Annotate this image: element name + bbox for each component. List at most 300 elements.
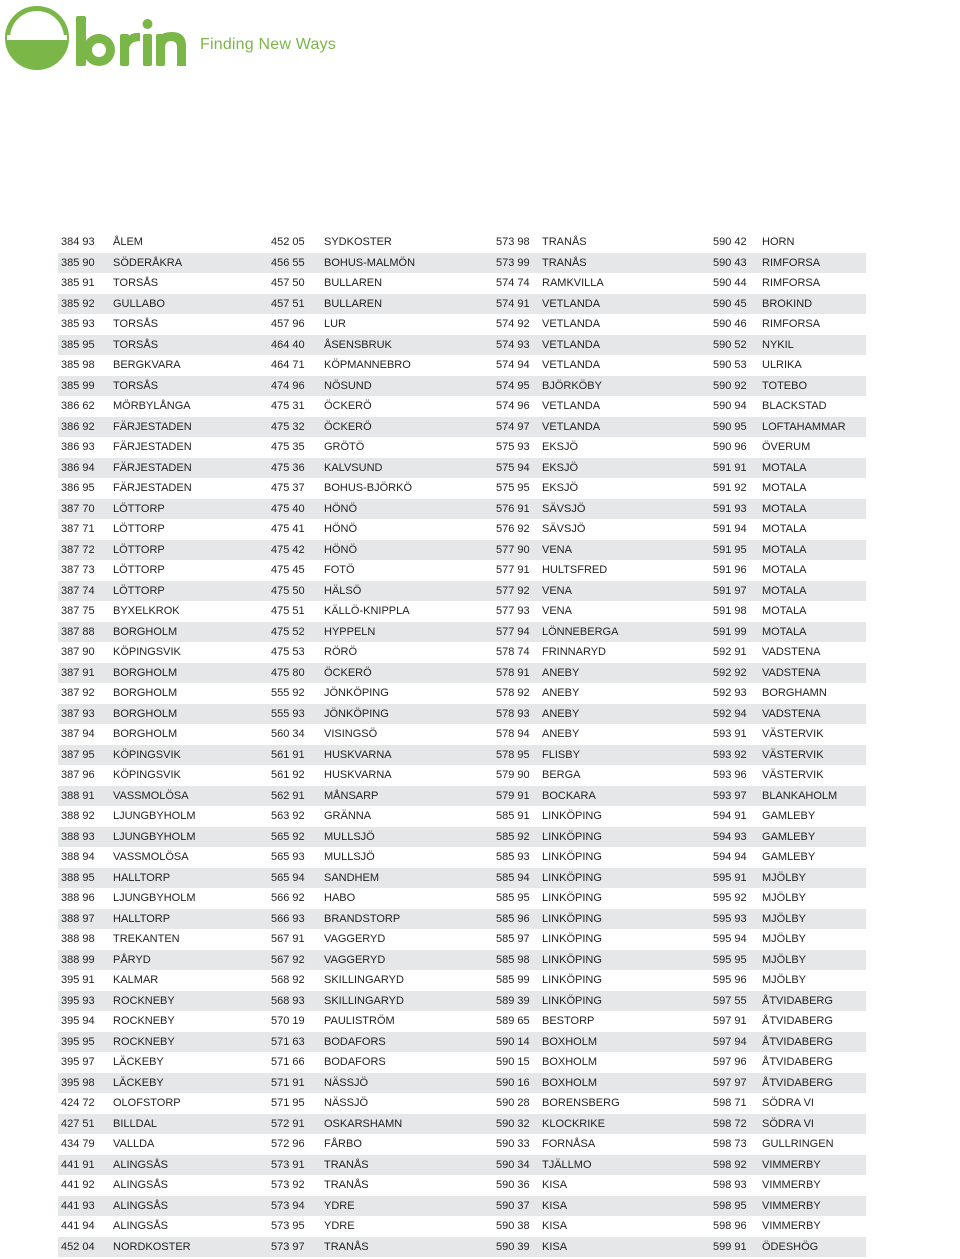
bring-logo-mark: [4, 2, 204, 74]
postal-code: 475 42: [271, 543, 305, 556]
locality-name: GULLABO: [113, 297, 165, 310]
locality-name: LJUNGBYHOLM: [113, 830, 196, 843]
locality-name: HÖNÖ: [324, 543, 357, 556]
locality-name: NÖSUND: [324, 379, 372, 392]
postal-code: 475 53: [271, 646, 305, 658]
postal-code: 595 91: [713, 871, 747, 884]
postal-code: 573 98: [496, 236, 530, 248]
locality-name: VISINGSÖ: [324, 728, 378, 740]
postal-code: 568 92: [271, 974, 305, 986]
locality-name: ANEBY: [542, 666, 580, 679]
postal-code: 387 71: [61, 523, 95, 535]
postal-code: 434 79: [61, 1138, 95, 1150]
postal-code: 566 92: [271, 892, 305, 904]
postal-code: 567 91: [271, 933, 305, 945]
table-row: [58, 314, 866, 335]
table-row: [58, 355, 866, 376]
postal-code: 579 90: [496, 769, 530, 781]
postal-code: 475 35: [271, 441, 305, 453]
postal-code: 573 94: [271, 1199, 305, 1212]
locality-name: LINKÖPING: [542, 871, 602, 884]
postal-code: 574 93: [496, 338, 530, 351]
postal-code: 590 46: [713, 318, 747, 330]
locality-name: VETLANDA: [542, 400, 601, 412]
postal-code: 574 74: [496, 277, 530, 289]
postal-code: 595 95: [713, 953, 747, 966]
postal-code: 577 90: [496, 543, 530, 556]
locality-name: ÅTVIDABERG: [762, 1015, 833, 1027]
table-row: [58, 417, 866, 438]
postal-code: 568 93: [271, 994, 305, 1007]
postal-code: 387 88: [61, 625, 95, 638]
locality-name: BLANKAHOLM: [762, 789, 838, 802]
postal-code: 475 36: [271, 461, 305, 474]
postal-code: 387 95: [61, 748, 95, 761]
postal-code: 475 51: [271, 605, 305, 617]
postal-code-table: [58, 232, 866, 1257]
locality-name: GAMLEBY: [762, 830, 816, 843]
table-row: [58, 1237, 866, 1258]
locality-name: ANEBY: [542, 687, 580, 699]
postal-code: 574 91: [496, 297, 530, 310]
locality-name: KALVSUND: [324, 461, 383, 474]
postal-code: 388 96: [61, 892, 95, 904]
postal-code: 386 92: [61, 420, 95, 433]
postal-code: 387 91: [61, 666, 95, 679]
postal-code: 574 95: [496, 379, 530, 392]
locality-name: KISA: [542, 1199, 568, 1212]
postal-code: 589 39: [496, 994, 530, 1007]
locality-name: ÅSENSBRUK: [324, 338, 392, 351]
postal-code: 386 62: [61, 400, 95, 412]
table-row: [58, 806, 866, 827]
postal-code: 387 72: [61, 543, 95, 556]
locality-name: ALINGSÅS: [113, 1179, 169, 1191]
postal-code: 385 95: [61, 338, 95, 351]
postal-code: 562 91: [271, 789, 305, 802]
locality-name: ÖVERUM: [762, 441, 811, 453]
locality-name: NÄSSJÖ: [324, 1076, 369, 1089]
table-row: [58, 991, 866, 1012]
locality-name: LÖTTORP: [113, 584, 165, 597]
locality-name: JÖNKÖPING: [324, 687, 389, 699]
postal-code: 595 94: [713, 933, 747, 945]
postal-code: 385 99: [61, 379, 95, 392]
locality-name: MOTALA: [762, 461, 807, 474]
locality-name: VETLANDA: [542, 297, 601, 310]
table-row: [58, 376, 866, 397]
postal-code: 591 96: [713, 564, 747, 576]
locality-name: LINKÖPING: [542, 912, 602, 925]
postal-code: 593 96: [713, 769, 747, 781]
postal-code: 387 73: [61, 564, 95, 576]
postal-code: 597 55: [713, 994, 747, 1007]
table-row: [58, 745, 866, 766]
locality-name: LÖTTORP: [113, 543, 165, 556]
locality-name: RIMFORSA: [762, 256, 821, 269]
table-row: [58, 1175, 866, 1196]
locality-name: KLOCKRIKE: [542, 1117, 605, 1130]
postal-code: 590 39: [496, 1240, 530, 1253]
postal-code: 590 36: [496, 1179, 530, 1191]
locality-name: LJUNGBYHOLM: [113, 892, 196, 904]
postal-code: 578 94: [496, 728, 530, 740]
postal-code: 574 97: [496, 420, 530, 433]
postal-code: 385 91: [61, 277, 95, 289]
locality-name: TORSÅS: [113, 338, 159, 351]
locality-name: VÄSTERVIK: [762, 728, 824, 740]
postal-code: 590 37: [496, 1199, 530, 1212]
postal-code: 384 93: [61, 236, 95, 248]
postal-code: 561 92: [271, 769, 305, 781]
locality-name: HYPPELN: [324, 625, 376, 638]
postal-code: 594 94: [713, 851, 747, 863]
postal-code: 388 97: [61, 912, 95, 925]
locality-name: SÖDRA VI: [762, 1117, 814, 1130]
postal-code: 593 91: [713, 728, 747, 740]
locality-name: ROCKNEBY: [113, 1035, 175, 1048]
locality-name: HUSKVARNA: [324, 769, 392, 781]
postal-code: 576 91: [496, 502, 530, 515]
postal-code: 456 55: [271, 256, 305, 269]
table-row: [58, 458, 866, 479]
locality-name: GRÖTÖ: [324, 441, 365, 453]
postal-code: 578 91: [496, 666, 530, 679]
postal-code: 592 91: [713, 646, 747, 658]
locality-name: BLACKSTAD: [762, 400, 827, 412]
postal-code: 577 92: [496, 584, 530, 597]
postal-code: 591 99: [713, 625, 747, 638]
locality-name: FÄRJESTADEN: [113, 461, 192, 474]
locality-name: LINKÖPING: [542, 810, 602, 822]
locality-name: BROKIND: [762, 297, 813, 310]
postal-code: 388 99: [61, 953, 95, 966]
locality-name: LINKÖPING: [542, 974, 602, 986]
locality-name: OLOFSTORP: [113, 1097, 181, 1109]
locality-name: HUSKVARNA: [324, 748, 392, 761]
postal-code: 571 66: [271, 1056, 305, 1068]
table-row: [58, 1011, 866, 1032]
locality-name: YDRE: [324, 1199, 355, 1212]
postal-code: 457 51: [271, 297, 305, 310]
locality-name: TOTEBO: [762, 379, 808, 392]
postal-code: 464 40: [271, 338, 305, 351]
locality-name: LINKÖPING: [542, 933, 602, 945]
locality-name: BOXHOLM: [542, 1076, 598, 1089]
locality-name: BORENSBERG: [542, 1097, 620, 1109]
locality-name: LÄCKEBY: [113, 1056, 164, 1068]
postal-code: 577 93: [496, 605, 530, 617]
postal-code: 427 51: [61, 1117, 95, 1130]
postal-code: 572 91: [271, 1117, 305, 1130]
table-row: [58, 642, 866, 663]
postal-code: 577 91: [496, 564, 530, 576]
locality-name: MJÖLBY: [762, 892, 807, 904]
postal-code: 555 92: [271, 687, 305, 699]
brand-tagline: Finding New Ways: [200, 36, 336, 53]
postal-code: 589 65: [496, 1015, 530, 1027]
postal-code: 475 31: [271, 400, 305, 412]
locality-name: HÖNÖ: [324, 523, 357, 535]
postal-code: 475 50: [271, 584, 305, 597]
locality-name: VETLANDA: [542, 338, 601, 351]
postal-code: 386 93: [61, 441, 95, 453]
locality-name: HULTSFRED: [542, 564, 608, 576]
locality-name: SÖDRA VI: [762, 1097, 814, 1109]
postal-code: 395 93: [61, 994, 95, 1007]
locality-name: HORN: [762, 236, 795, 248]
locality-name: VIMMERBY: [762, 1158, 821, 1171]
locality-name: RIMFORSA: [762, 318, 821, 330]
postal-code: 585 99: [496, 974, 530, 986]
postal-code: 585 92: [496, 830, 530, 843]
postal-code: 598 71: [713, 1097, 747, 1109]
table-row: [58, 765, 866, 786]
table-row: [58, 1052, 866, 1073]
postal-code: 387 93: [61, 707, 95, 720]
postal-code: 474 96: [271, 379, 305, 392]
postal-code: 585 96: [496, 912, 530, 925]
locality-name: VÄSTERVIK: [762, 748, 824, 761]
table-row: [58, 1216, 866, 1237]
locality-name: VADSTENA: [762, 707, 821, 720]
locality-name: PAULISTRÖM: [324, 1015, 395, 1027]
locality-name: BOXHOLM: [542, 1035, 598, 1048]
locality-name: MJÖLBY: [762, 933, 807, 945]
postal-code: 475 37: [271, 482, 305, 494]
postal-code: 590 43: [713, 256, 747, 269]
locality-name: MOTALA: [762, 625, 807, 638]
postal-code: 441 91: [61, 1158, 95, 1171]
locality-name: KALMAR: [113, 974, 159, 986]
locality-name: VADSTENA: [762, 646, 821, 658]
postal-code: 578 74: [496, 646, 530, 658]
postal-code: 573 97: [271, 1240, 305, 1253]
postal-code: 578 93: [496, 707, 530, 720]
locality-name: BORGHOLM: [113, 625, 178, 638]
table-row: [58, 827, 866, 848]
postal-code: 590 92: [713, 379, 747, 392]
locality-name: VASSMOLÖSA: [113, 789, 189, 802]
postal-code: 387 94: [61, 728, 95, 740]
locality-name: GAMLEBY: [762, 851, 816, 863]
postal-code: 565 92: [271, 830, 305, 843]
postal-code: 388 95: [61, 871, 95, 884]
postal-code: 591 93: [713, 502, 747, 515]
postal-code: 572 96: [271, 1138, 305, 1150]
locality-name: TREKANTEN: [113, 933, 180, 945]
locality-name: ÖCKERÖ: [324, 666, 372, 679]
postal-code: 593 97: [713, 789, 747, 802]
table-row: [58, 909, 866, 930]
table-row: [58, 601, 866, 622]
table-row: [58, 1134, 866, 1155]
locality-name: MOTALA: [762, 564, 807, 576]
postal-code: 592 94: [713, 707, 747, 720]
postal-code: 571 63: [271, 1035, 305, 1048]
postal-code: 598 95: [713, 1199, 747, 1212]
postal-code: 595 92: [713, 892, 747, 904]
locality-name: VALLDA: [113, 1138, 155, 1150]
table-row: [58, 294, 866, 315]
locality-name: LÖNNEBERGA: [542, 625, 619, 638]
postal-code: 577 94: [496, 625, 530, 638]
table-row: [58, 868, 866, 889]
postal-code: 561 91: [271, 748, 305, 761]
locality-name: MULLSJÖ: [324, 830, 375, 843]
table-row: [58, 519, 866, 540]
postal-code: 598 72: [713, 1117, 747, 1130]
locality-name: LINKÖPING: [542, 892, 602, 904]
locality-name: RIMFORSA: [762, 277, 821, 289]
locality-name: GRÄNNA: [324, 810, 372, 822]
locality-name: BULLAREN: [324, 297, 383, 310]
locality-name: TRANÅS: [324, 1240, 369, 1253]
locality-name: HÄLSÖ: [324, 584, 362, 597]
postal-code: 595 96: [713, 974, 747, 986]
postal-code: 452 04: [61, 1240, 95, 1253]
postal-code: 590 42: [713, 236, 747, 248]
postal-code: 590 32: [496, 1117, 530, 1130]
postal-code: 441 93: [61, 1199, 95, 1212]
postal-code: 388 91: [61, 789, 95, 802]
locality-name: ROCKNEBY: [113, 994, 175, 1007]
postal-code: 598 96: [713, 1220, 747, 1232]
postal-code: 388 94: [61, 851, 95, 863]
postal-code: 387 74: [61, 584, 95, 597]
table-row: [58, 1196, 866, 1217]
postal-code: 385 92: [61, 297, 95, 310]
locality-name: LJUNGBYHOLM: [113, 810, 196, 822]
locality-name: NÄSSJÖ: [324, 1097, 369, 1109]
postal-code: 570 19: [271, 1015, 305, 1027]
locality-name: ÅTVIDABERG: [762, 1056, 833, 1068]
postal-code: 578 92: [496, 687, 530, 699]
locality-name: LÖTTORP: [113, 523, 165, 535]
table-row: [58, 1155, 866, 1176]
locality-name: HALLTORP: [113, 871, 171, 884]
postal-code: 576 92: [496, 523, 530, 535]
locality-name: BESTORP: [542, 1015, 595, 1027]
locality-name: VIMMERBY: [762, 1179, 821, 1191]
locality-name: FORNÅSA: [542, 1138, 596, 1150]
postal-code: 395 91: [61, 974, 95, 986]
locality-name: MJÖLBY: [762, 953, 807, 966]
postal-code: 452 05: [271, 236, 305, 248]
locality-name: YDRE: [324, 1220, 355, 1232]
locality-name: RAMKVILLA: [542, 277, 604, 289]
locality-name: ANEBY: [542, 707, 580, 720]
postal-code: 574 92: [496, 318, 530, 330]
table-row: [58, 232, 866, 253]
postal-code: 575 95: [496, 482, 530, 494]
postal-code: 475 52: [271, 625, 305, 638]
postal-code: 591 92: [713, 482, 747, 494]
locality-name: GAMLEBY: [762, 810, 816, 822]
postal-code: 575 93: [496, 441, 530, 453]
postal-code: 585 94: [496, 871, 530, 884]
locality-name: FÄRJESTADEN: [113, 482, 192, 494]
postal-code: 388 92: [61, 810, 95, 822]
locality-name: ULRIKA: [762, 359, 802, 371]
postal-code: 585 95: [496, 892, 530, 904]
postal-code: 585 98: [496, 953, 530, 966]
locality-name: BULLAREN: [324, 277, 383, 289]
locality-name: BORGHOLM: [113, 687, 178, 699]
locality-name: ANEBY: [542, 728, 580, 740]
postal-code: 457 96: [271, 318, 305, 330]
table-row: [58, 581, 866, 602]
locality-name: SKILLINGARYD: [324, 974, 404, 986]
locality-name: ÅTVIDABERG: [762, 994, 833, 1007]
locality-name: ALINGSÅS: [113, 1158, 169, 1171]
table-row: [58, 970, 866, 991]
postal-code: 590 28: [496, 1097, 530, 1109]
postal-code: 565 94: [271, 871, 305, 884]
postal-code: 599 91: [713, 1240, 747, 1253]
locality-name: GULLRINGEN: [762, 1138, 834, 1150]
postal-code: 560 34: [271, 728, 305, 740]
postal-code: 565 93: [271, 851, 305, 863]
postal-code: 573 91: [271, 1158, 305, 1171]
postal-code: 578 95: [496, 748, 530, 761]
postal-code: 579 91: [496, 789, 530, 802]
locality-name: MJÖLBY: [762, 871, 807, 884]
postal-code: 464 71: [271, 359, 305, 371]
locality-name: TORSÅS: [113, 318, 159, 330]
postal-code: 395 97: [61, 1056, 95, 1068]
postal-code: 590 14: [496, 1035, 530, 1048]
postal-code: 590 95: [713, 420, 747, 433]
postal-code: 566 93: [271, 912, 305, 925]
table-row: [58, 560, 866, 581]
postal-code: 590 96: [713, 441, 747, 453]
postal-code: 574 96: [496, 400, 530, 412]
locality-name: ÖCKERÖ: [324, 420, 372, 433]
postal-code: 591 98: [713, 605, 747, 617]
table-row: [58, 1114, 866, 1135]
postal-code: 590 33: [496, 1138, 530, 1150]
locality-name: VETLANDA: [542, 420, 601, 433]
locality-name: MJÖLBY: [762, 912, 807, 925]
locality-name: VÄSTERVIK: [762, 769, 824, 781]
locality-name: MÅNSARP: [324, 789, 379, 802]
postal-code: 385 98: [61, 359, 95, 371]
postal-code: 590 53: [713, 359, 747, 371]
locality-name: ÅLEM: [113, 236, 143, 248]
locality-name: SÖDERÅKRA: [113, 256, 183, 269]
locality-name: BORGHOLM: [113, 707, 178, 720]
locality-name: NORDKOSTER: [113, 1240, 191, 1253]
locality-name: BYXELKROK: [113, 605, 180, 617]
postal-code: 567 92: [271, 953, 305, 966]
locality-name: FÅRBO: [324, 1138, 362, 1150]
postal-code: 597 96: [713, 1056, 747, 1068]
postal-code: 573 92: [271, 1179, 305, 1191]
table-row: [58, 335, 866, 356]
locality-name: TRANÅS: [324, 1158, 369, 1171]
postal-code: 594 93: [713, 830, 747, 843]
locality-name: MULLSJÖ: [324, 851, 375, 863]
locality-name: LÄCKEBY: [113, 1076, 164, 1089]
postal-code: 591 95: [713, 543, 747, 556]
table-row: [58, 663, 866, 684]
locality-name: KISA: [542, 1179, 568, 1191]
postal-code: 592 93: [713, 687, 747, 699]
locality-name: PÅRYD: [113, 953, 151, 966]
locality-name: LUR: [324, 318, 347, 330]
locality-name: BRANDSTORP: [324, 912, 401, 925]
